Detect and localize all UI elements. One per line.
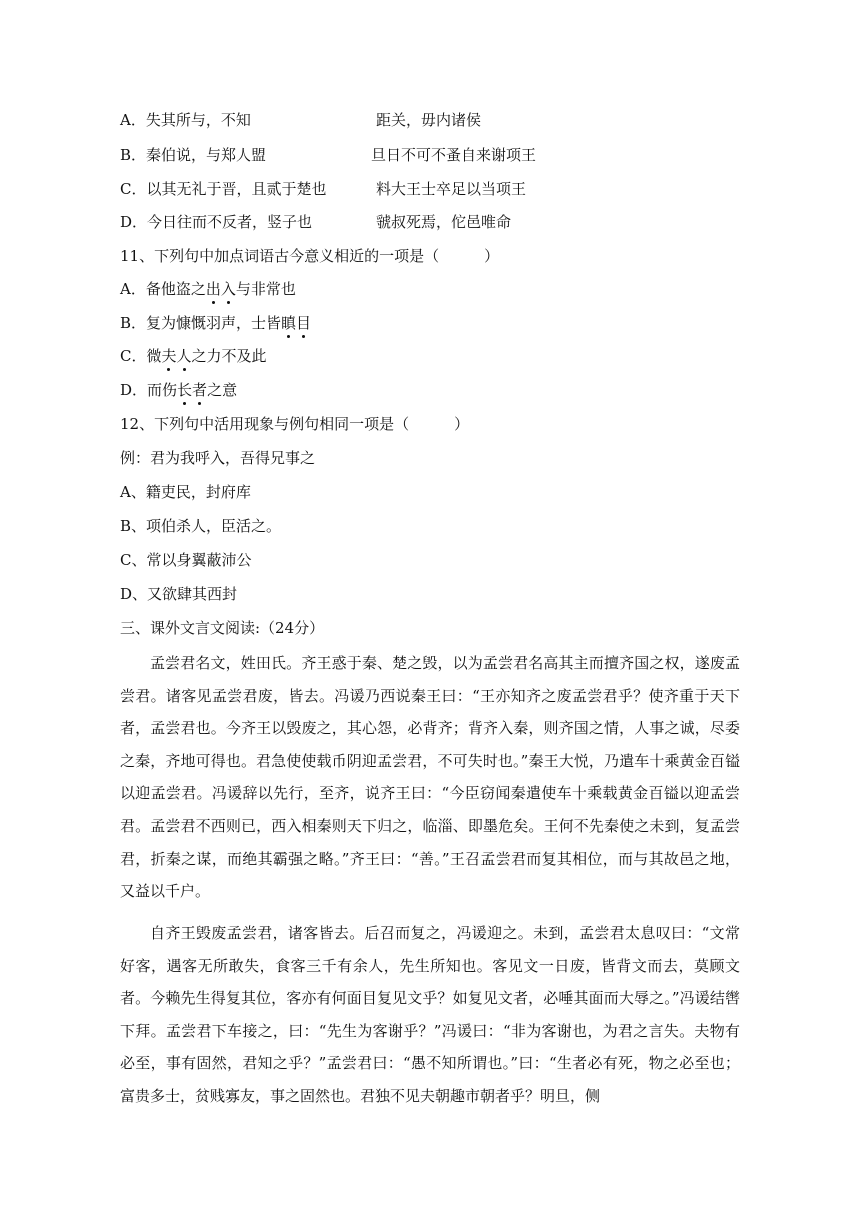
q11-c-pre: C．微 (120, 347, 162, 365)
q11-a-pre: A．备他盗之 (120, 280, 206, 298)
q12-option-a: A、籍吏民，封府库 (120, 483, 251, 501)
emphasis-dot-char: 目 (296, 314, 312, 332)
q11-option-b (120, 313, 311, 333)
passage-paragraph-1: 孟尝君名文，姓田氏。齐王惑于秦、楚之毁，以为孟尝君名高其主而擅齐国之权，遂废孟尝君。诸客见孟尝君废，皆去。冯谖乃西说秦王曰：“王亦知齐之废孟尝君乎？使齐重于天下者，孟尝君也。今齐王以毁废之，其心怨，必背齐；背齐入秦，则齐国之情，人事之诚，尽委之秦，齐地可得也。君急使使载币阴迎孟尝君，不可失时也。”秦王大悦，乃遣车十乘黄金百镒以迎孟尝君。冯谖辞以先行，至齐，说齐王曰：“今臣窃闻秦遣使车十乘载黄金百镒以迎孟尝君。孟尝君不西则已，西入相秦则天下归之，临淄、即墨危矣。王何不先秦使之未到，复孟尝君，折秦之谋，而绝其霸强之略。”齐王曰：“善。”王召孟尝君而复其相位，而与其故邑之地，又益以千户。 (120, 654, 740, 901)
emphasis-dot-char: 夫 (161, 347, 177, 365)
passage-paragraph-2: 自齐王毁废孟尝君，诸客皆去。后召而复之，冯谖迎之。未到，孟尝君太息叹曰：“文常好客，遇客无所敢失，食客三千有余人，先生所知也。客见文一日废，皆背文而去，莫顾文者。今赖先生得复其位，客亦有何面目复见文乎？如复见文者，必唾其面而大辱之。”冯谖结辔下拜。孟尝君下车接之，曰：“先生为客谢乎？”冯谖曰：“非为客谢也，为君之言失。夫物有必至，事有固然，君知之乎？”孟尝君曰：“愚不知所谓也。”曰：“生者必有死，物之必至也；富贵多士，贫贱寡友，事之固然也。君独不见夫朝趣市朝者乎？明旦，侧 (120, 924, 740, 1105)
q12-option-d: D、又欲肆其西封 (120, 585, 238, 603)
q11-stem: 11、下列句中加点词语古今意义相近的一项是（ ） (120, 247, 500, 265)
q11-d-pre: D．而伤 (120, 381, 178, 399)
emphasis-dot-char: 人 (176, 347, 192, 365)
emphasis-dot-char: 者 (192, 381, 208, 399)
q10-option-c-right: 料大王士卒足以当项王 (376, 180, 527, 198)
q11-c-post: 之力不及此 (191, 347, 267, 365)
section3-heading: 三、课外文言文阅读:（24分） (120, 619, 325, 637)
q12-option-c: C、常以身翼蔽沛公 (120, 551, 252, 569)
q10-option-b (120, 145, 760, 165)
q10-option-b-right: 旦日不可不蚤自来谢项王 (371, 146, 537, 164)
q12-stem: 12、下列句中活用现象与例句相同一项是（ ） (120, 415, 470, 433)
q10-option-c (120, 179, 760, 199)
q10-option-d-left: D．今日往而不反者，竖子也 (120, 213, 313, 231)
q10-option-b-left: B．秦伯说，与郑人盟 (120, 146, 267, 164)
q11-b-pre: B．复为慷慨羽声，士皆 (120, 314, 282, 332)
q10-option-d-right: 虢叔死焉，佗邑唯命 (376, 213, 512, 231)
q11-d-post: 之意 (207, 381, 238, 399)
emphasis-dot-char: 长 (177, 381, 193, 399)
emphasis-dot-char: 瞋 (281, 314, 297, 332)
q11-a-post: 与非常也 (235, 280, 296, 298)
emphasis-dot-char: 出 (205, 280, 221, 298)
q12-option-b: B、项伯杀人，臣活之。 (120, 517, 282, 535)
q10-option-a-left: A．失其所与，不知 (120, 111, 251, 129)
q12-example: 例：君为我呼入，吾得兄事之 (120, 449, 316, 467)
q11-option-a (120, 279, 296, 299)
q10-option-d (120, 212, 760, 232)
q10-option-a (120, 110, 760, 130)
q11-option-c (120, 346, 267, 366)
emphasis-dot-char: 入 (220, 280, 236, 298)
q11-option-d (120, 380, 237, 400)
q10-option-c-left: C．以其无礼于晋，且贰于楚也 (120, 180, 327, 198)
q10-option-a-right: 距关，毋内诸侯 (376, 111, 482, 129)
